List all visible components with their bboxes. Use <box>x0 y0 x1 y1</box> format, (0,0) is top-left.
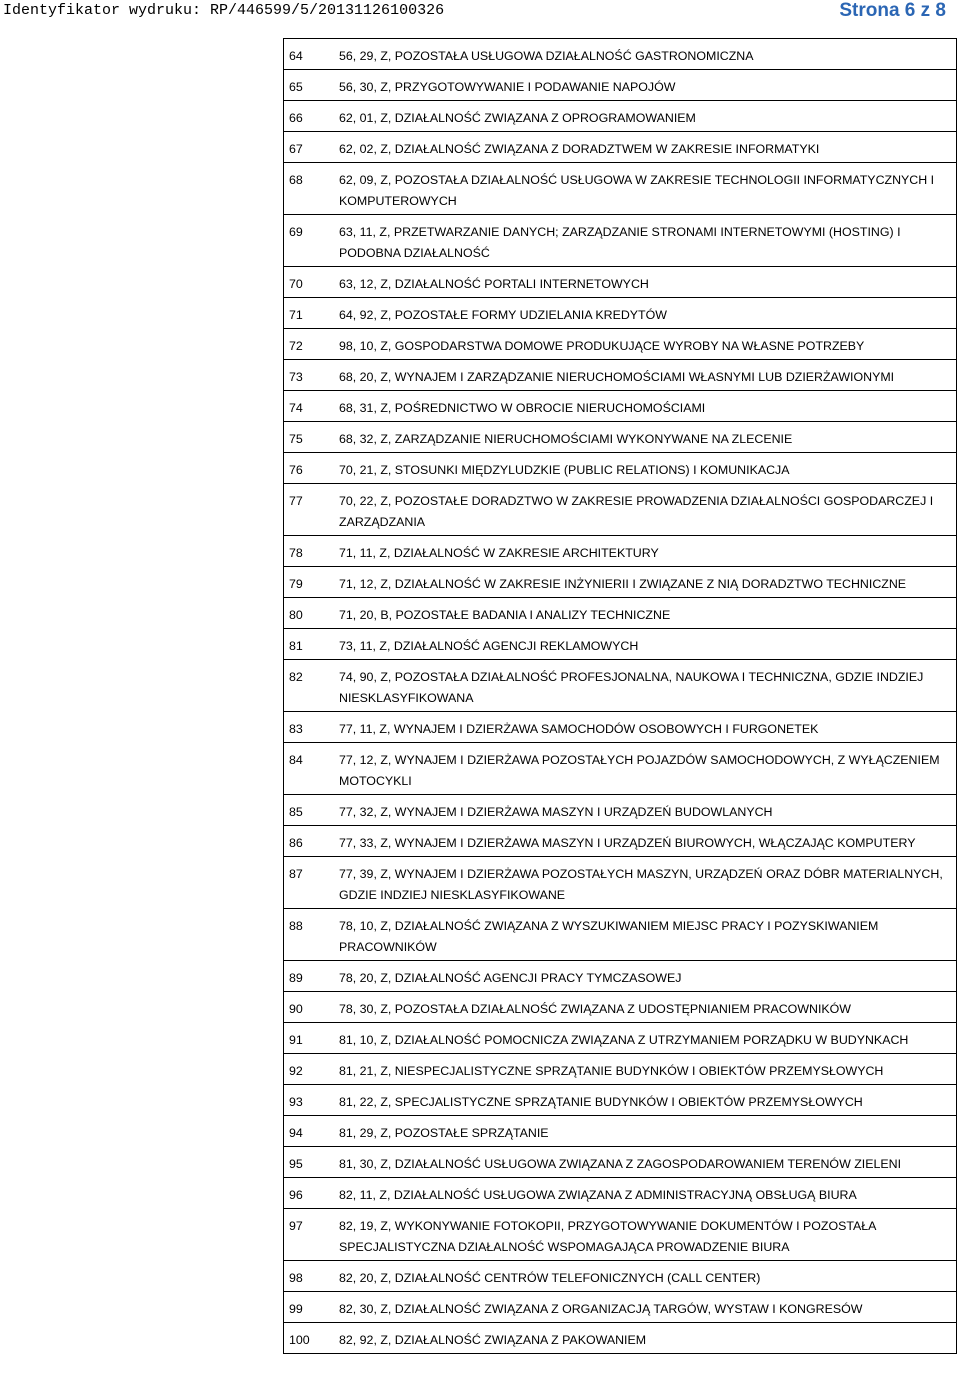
table-row <box>284 1116 957 1147</box>
activity-description: 56, 30, Z, PRZYGOTOWYWANIE I PODAWANIE NAPOJÓW <box>337 70 957 101</box>
row-number: 100 <box>284 1323 338 1354</box>
row-number: 66 <box>284 101 338 132</box>
table-row <box>284 909 957 961</box>
row-number: 78 <box>284 536 338 567</box>
row-number: 68 <box>284 163 338 215</box>
table-row <box>284 795 957 826</box>
activity-description: 56, 29, Z, POZOSTAŁA USŁUGOWA DZIAŁALNOŚĆ GASTRONOMICZNA <box>337 39 957 70</box>
row-number: 83 <box>284 712 338 743</box>
activity-description: 77, 39, Z, WYNAJEM I DZIERŻAWA POZOSTAŁYCH MASZYN, URZĄDZEŃ ORAZ DÓBR MATERIALNYCH, GDZIE INDZIEJ NIESKLASYFIKOWANE <box>337 857 957 909</box>
row-number: 97 <box>284 1209 338 1261</box>
table-row <box>284 298 957 329</box>
row-number: 77 <box>284 484 338 536</box>
table-row <box>284 360 957 391</box>
table-row <box>284 536 957 567</box>
row-number: 86 <box>284 826 338 857</box>
row-number: 73 <box>284 360 338 391</box>
row-number: 75 <box>284 422 338 453</box>
page-number: Strona 6 z 8 <box>839 0 946 21</box>
row-number: 67 <box>284 132 338 163</box>
row-number: 64 <box>284 39 338 70</box>
row-number: 99 <box>284 1292 338 1323</box>
table-row <box>284 712 957 743</box>
activity-description: 81, 22, Z, SPECJALISTYCZNE SPRZĄTANIE BUDYNKÓW I OBIEKTÓW PRZEMYSŁOWYCH <box>337 1085 957 1116</box>
activity-description: 82, 19, Z, WYKONYWANIE FOTOKOPII, PRZYGOTOWYWANIE DOKUMENTÓW I POZOSTAŁA SPECJALISTYCZNA DZIAŁALNOŚĆ WSPOMAGAJĄCA PROWADZENIE BIURA <box>337 1209 957 1261</box>
activity-description: 74, 90, Z, POZOSTAŁA DZIAŁALNOŚĆ PROFESJONALNA, NAUKOWA I TECHNICZNA, GDZIE INDZIEJ NIESKLASYFIKOWANA <box>337 660 957 712</box>
row-number: 84 <box>284 743 338 795</box>
activity-description: 62, 01, Z, DZIAŁALNOŚĆ ZWIĄZANA Z OPROGRAMOWANIEM <box>337 101 957 132</box>
table-row <box>284 1178 957 1209</box>
row-number: 91 <box>284 1023 338 1054</box>
activity-description: 63, 11, Z, PRZETWARZANIE DANYCH; ZARZĄDZANIE STRONAMI INTERNETOWYMI (HOSTING) I PODOBNA DZIAŁALNOŚĆ <box>337 215 957 267</box>
activity-description: 62, 09, Z, POZOSTAŁA DZIAŁALNOŚĆ USŁUGOWA W ZAKRESIE TECHNOLOGII INFORMATYCZNYCH I KOMPUTEROWYCH <box>337 163 957 215</box>
activity-description: 78, 20, Z, DZIAŁALNOŚĆ AGENCJI PRACY TYMCZASOWEJ <box>337 961 957 992</box>
activity-description: 68, 31, Z, POŚREDNICTWO W OBROCIE NIERUCHOMOŚCIAMI <box>337 391 957 422</box>
table-row <box>284 1292 957 1323</box>
table-row <box>284 267 957 298</box>
activity-description: 71, 11, Z, DZIAŁALNOŚĆ W ZAKRESIE ARCHITEKTURY <box>337 536 957 567</box>
table-row <box>284 1209 957 1261</box>
table-row <box>284 629 957 660</box>
pkd-activity-table <box>283 38 957 1354</box>
activity-description: 73, 11, Z, DZIAŁALNOŚĆ AGENCJI REKLAMOWYCH <box>337 629 957 660</box>
activity-description: 70, 21, Z, STOSUNKI MIĘDZYLUDZKIE (PUBLIC RELATIONS) I KOMUNIKACJA <box>337 453 957 484</box>
activity-description: 70, 22, Z, POZOSTAŁE DORADZTWO W ZAKRESIE PROWADZENIA DZIAŁALNOŚCI GOSPODARCZEJ I ZARZĄDZANIA <box>337 484 957 536</box>
table-row <box>284 961 957 992</box>
activity-description: 71, 20, B, POZOSTAŁE BADANIA I ANALIZY TECHNICZNE <box>337 598 957 629</box>
table-row <box>284 422 957 453</box>
table-row <box>284 1323 957 1354</box>
row-number: 90 <box>284 992 338 1023</box>
table-row <box>284 132 957 163</box>
row-number: 85 <box>284 795 338 826</box>
table-row <box>284 101 957 132</box>
table-row <box>284 1023 957 1054</box>
table-row <box>284 660 957 712</box>
row-number: 89 <box>284 961 338 992</box>
activity-description: 63, 12, Z, DZIAŁALNOŚĆ PORTALI INTERNETOWYCH <box>337 267 957 298</box>
table-body <box>284 39 957 1354</box>
table-row <box>284 1054 957 1085</box>
row-number: 87 <box>284 857 338 909</box>
table-row <box>284 567 957 598</box>
table-row <box>284 992 957 1023</box>
table-row <box>284 826 957 857</box>
row-number: 69 <box>284 215 338 267</box>
activity-description: 81, 30, Z, DZIAŁALNOŚĆ USŁUGOWA ZWIĄZANA Z ZAGOSPODAROWANIEM TERENÓW ZIELENI <box>337 1147 957 1178</box>
table-row <box>284 743 957 795</box>
activity-description: 82, 20, Z, DZIAŁALNOŚĆ CENTRÓW TELEFONICZNYCH (CALL CENTER) <box>337 1261 957 1292</box>
activity-description: 82, 11, Z, DZIAŁALNOŚĆ USŁUGOWA ZWIĄZANA Z ADMINISTRACYJNĄ OBSŁUGĄ BIURA <box>337 1178 957 1209</box>
activity-description: 71, 12, Z, DZIAŁALNOŚĆ W ZAKRESIE INŻYNIERII I ZWIĄZANE Z NIĄ DORADZTWO TECHNICZNE <box>337 567 957 598</box>
row-number: 80 <box>284 598 338 629</box>
row-number: 82 <box>284 660 338 712</box>
activity-description: 77, 12, Z, WYNAJEM I DZIERŻAWA POZOSTAŁYCH POJAZDÓW SAMOCHODOWYCH, Z WYŁĄCZENIEM MOTOCYKLI <box>337 743 957 795</box>
page-header <box>0 0 960 24</box>
row-number: 98 <box>284 1261 338 1292</box>
activity-description: 62, 02, Z, DZIAŁALNOŚĆ ZWIĄZANA Z DORADZTWEM W ZAKRESIE INFORMATYKI <box>337 132 957 163</box>
activity-description: 77, 11, Z, WYNAJEM I DZIERŻAWA SAMOCHODÓW OSOBOWYCH I FURGONETEK <box>337 712 957 743</box>
row-number: 71 <box>284 298 338 329</box>
activity-description: 81, 21, Z, NIESPECJALISTYCZNE SPRZĄTANIE BUDYNKÓW I OBIEKTÓW PRZEMYSŁOWYCH <box>337 1054 957 1085</box>
activity-description: 98, 10, Z, GOSPODARSTWA DOMOWE PRODUKUJĄCE WYROBY NA WŁASNE POTRZEBY <box>337 329 957 360</box>
row-number: 74 <box>284 391 338 422</box>
table-row <box>284 70 957 101</box>
row-number: 70 <box>284 267 338 298</box>
activity-description: 77, 32, Z, WYNAJEM I DZIERŻAWA MASZYN I URZĄDZEŃ BUDOWLANYCH <box>337 795 957 826</box>
table-row <box>284 1085 957 1116</box>
row-number: 93 <box>284 1085 338 1116</box>
activity-description: 82, 92, Z, DZIAŁALNOŚĆ ZWIĄZANA Z PAKOWANIEM <box>337 1323 957 1354</box>
table-row <box>284 857 957 909</box>
row-number: 79 <box>284 567 338 598</box>
row-number: 96 <box>284 1178 338 1209</box>
table-row <box>284 163 957 215</box>
activity-description: 78, 10, Z, DZIAŁALNOŚĆ ZWIĄZANA Z WYSZUKIWANIEM MIEJSC PRACY I POZYSKIWANIEM PRACOWNIKÓW <box>337 909 957 961</box>
activity-description: 68, 20, Z, WYNAJEM I ZARZĄDZANIE NIERUCHOMOŚCIAMI WŁASNYMI LUB DZIERŻAWIONYMI <box>337 360 957 391</box>
activity-description: 82, 30, Z, DZIAŁALNOŚĆ ZWIĄZANA Z ORGANIZACJĄ TARGÓW, WYSTAW I KONGRESÓW <box>337 1292 957 1323</box>
row-number: 81 <box>284 629 338 660</box>
table-row <box>284 39 957 70</box>
print-identifier: Identyfikator wydruku: RP/446599/5/20131126100326 <box>3 2 445 19</box>
row-number: 76 <box>284 453 338 484</box>
row-number: 92 <box>284 1054 338 1085</box>
table-row <box>284 453 957 484</box>
row-number: 65 <box>284 70 338 101</box>
table-row <box>284 391 957 422</box>
table-row <box>284 598 957 629</box>
activity-description: 68, 32, Z, ZARZĄDZANIE NIERUCHOMOŚCIAMI WYKONYWANE NA ZLECENIE <box>337 422 957 453</box>
row-number: 95 <box>284 1147 338 1178</box>
table-row <box>284 215 957 267</box>
table-row <box>284 1147 957 1178</box>
activity-description: 77, 33, Z, WYNAJEM I DZIERŻAWA MASZYN I URZĄDZEŃ BIUROWYCH, WŁĄCZAJĄC KOMPUTERY <box>337 826 957 857</box>
row-number: 72 <box>284 329 338 360</box>
table-row <box>284 1261 957 1292</box>
activity-description: 81, 29, Z, POZOSTAŁE SPRZĄTANIE <box>337 1116 957 1147</box>
table-row <box>284 484 957 536</box>
table-row <box>284 329 957 360</box>
activity-description: 64, 92, Z, POZOSTAŁE FORMY UDZIELANIA KREDYTÓW <box>337 298 957 329</box>
row-number: 94 <box>284 1116 338 1147</box>
row-number: 88 <box>284 909 338 961</box>
activity-description: 81, 10, Z, DZIAŁALNOŚĆ POMOCNICZA ZWIĄZANA Z UTRZYMANIEM PORZĄDKU W BUDYNKACH <box>337 1023 957 1054</box>
activity-description: 78, 30, Z, POZOSTAŁA DZIAŁALNOŚĆ ZWIĄZANA Z UDOSTĘPNIANIEM PRACOWNIKÓW <box>337 992 957 1023</box>
